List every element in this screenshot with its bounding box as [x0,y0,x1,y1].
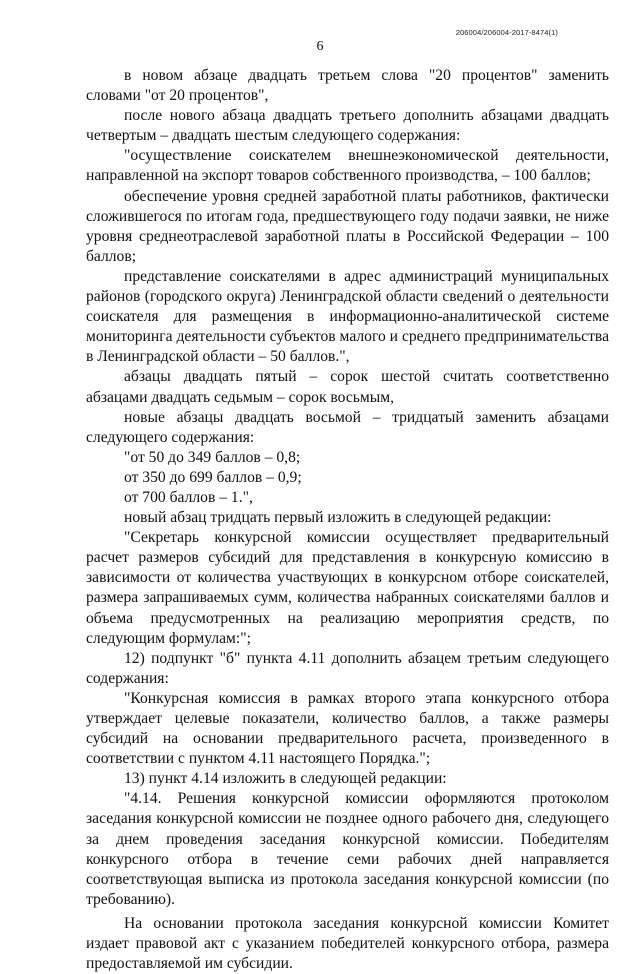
paragraph-8: "от 50 до 349 баллов – 0,8; [124,448,301,466]
paragraph-17: На основании протокола заседания конкурсной комиссии Комитет издает правовой акт с указанием победителей конкурсного отбора, размера предоставляемой им субсидии. [86,914,609,973]
paragraph-1: в новом абзаце двадцать третьем слова "20 процентов" заменить словами "от 20 процентов", [86,67,609,105]
paragraph-10: от 700 баллов – 1.", [124,488,253,506]
paragraph-7: новые абзацы двадцать восьмой – тридцатый заменить абзацами следующего содержания: [86,408,609,446]
paragraph-15: 13) пункт 4.14 изложить в следующей редакции: [124,770,447,788]
paragraph-11: новый абзац тридцать первый изложить в следующей редакции: [124,509,552,527]
page-number: 6 [316,39,324,54]
paragraph-9: от 350 до 699 баллов – 0,9; [124,468,302,486]
paragraph-12: "Секретарь конкурсной комиссии осуществляет предварительный расчет размеров субсидий для представления в конкурсную комиссию в зависимости от количества участвующих в конкурсном отборе соискателей, размера запрашиваемых сумм, количества набранных соискателями баллов и объема предусмотренных на реализацию мероприятия средств, по следующим формулам:"; [86,529,609,647]
paragraph-4: обеспечение уровня средней заработной платы работников, фактически сложившегося по итогам года, предшествующего году подачи заявки, не ниже уровня среднеотраслевой заработной платы в Российской Федерации – 100 баллов; [86,187,609,265]
document-body [86,66,609,974]
paragraph-6: абзацы двадцать пятый – сорок шестой считать соответственно абзацами двадцать седьмым – сорок восьмым, [86,368,609,406]
paragraph-14: "Конкурсная комиссия в рамках второго этапа конкурсного отбора утверждает целевые показатели, количество баллов, а также размеры субсидий на основании предварительного расчета, произведенного в соответствии с пунктом 4.11 настоящего Порядка."; [86,689,609,768]
paragraph-3: "осуществление соискателем внешнеэкономической деятельности, направленной на экспорт товаров собственного производства, – 100 баллов; [86,147,609,185]
paragraph-5: представление соискателями в адрес администраций муниципальных районов (городского округа) Ленинградской области сведений о деятельности соискателя для размещения в информационно-аналитической системе мониторинга деятельности субъектов малого и среднего предпринимательства в Ленинградской области – 50 баллов.", [86,267,609,366]
paragraph-2: после нового абзаца двадцать третьего дополнить абзацами двадцать четвертым – двадцать шестым следующего содержания: [86,107,609,145]
paragraph-16: "4.14. Решения конкурсной комиссии оформляются протоколом заседания конкурсной комиссии не позднее одного рабочего дня, следующего за днем проведения заседания конкурсной комиссии. Победителям конкурсного отбора в течение семи рабочих дней направляется соответствующая выписка из протокола заседания конкурсной комиссии (по требованию). [86,790,609,908]
paragraph-13: 12) подпункт "б" пункта 4.11 дополнить абзацем третьим следующего содержания: [86,649,609,687]
document-id: 206004/206004-2017-8474(1) [455,28,558,37]
